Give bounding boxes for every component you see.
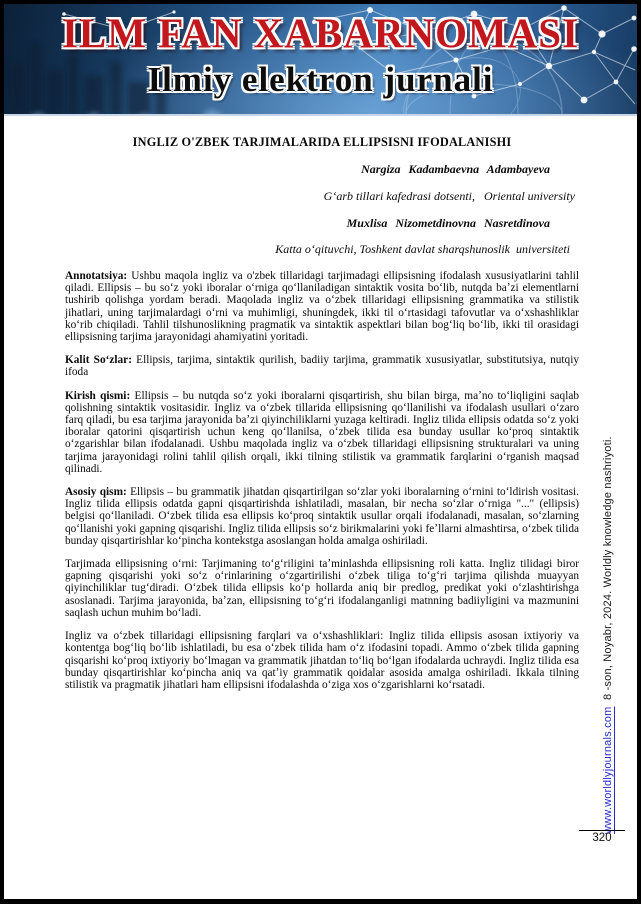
journal-website-link[interactable]: www.worldlyjournals.com <box>602 706 614 834</box>
article-body <box>65 136 579 691</box>
journal-title: ILM FAN XABARNOMASI <box>61 9 580 57</box>
paragraph-text: Ushbu maqola ingliz va o'zbek tillaridagi tarjimadagi ellipsisning ifodalash xususiyatlarini tahlil qiladi. Ellipsis – bu soʻz yoki iboralar oʻrniga qoʻllaniladigan sintaktik vosita boʻlib, nutqda baʼzi elementlarni tushirib qolishga yordam beradi. Maqolada ingliz va oʻzbek tillaridagi ellipsisning grammatika va stilistik jihatlari, uning tarjimalardagi oʻrni va muhimligi, shuningdek, ikki til oʻrtasidagi tafovutlar va oʻxshashliklar koʻrib chiqiladi. Tahlil tilshunoslikning pragmatik va sintaktik aspektlari bilan bogʻliq boʻlib, ikki til orasidagi ellipsisning tarjima jarayonidagi ahamiyatini yoritadi. <box>65 270 579 344</box>
journal-banner <box>4 4 637 116</box>
paragraph-translation-role <box>65 558 579 619</box>
paragraph-label: Kalit Soʻzlar: <box>65 354 137 367</box>
article-title: INGLIZ O'ZBEK TARJIMALARIDA ELLIPSISNI IFODALANISHI <box>132 135 512 149</box>
paragraph-main-part <box>65 486 579 547</box>
page-number: 320 <box>579 830 625 844</box>
author-name-1: Nargiza Kadambaevna Adambayeva <box>361 162 550 177</box>
paragraph-text: Ingliz va oʻzbek tillaridagi ellipsisning farqlari va oʻxshashliklari: Ingliz tilida ellipsis asosan ixtiyoriy va kontentga bogʻliq boʻlib ishlatiladi, bu esa oʻzbek tilida ham oʻz ifodasini topadi. Ammo oʻzbek tilida gapning qisqarishi koʻproq ixtiyoriy boʻlmagan va grammatik jihatdan toʻliq boʻlgan ifodalarda uchraydi. Ingliz tilida esa bunday qisqartirishlar koʻpincha aniq va qatʼiy grammatik qoidalar asosida amalga oshiriladi. Ikkala tilning stilistik va pragmatik jihatlari ham ellipsisni ifodalashda oʻziga xos oʻzgarishlarni koʻrsatadi. <box>65 630 579 691</box>
paragraph-differences <box>65 630 579 691</box>
author-affiliation-1: Gʻarb tillari kafedrasi dotsenti, Oriental university <box>323 188 575 203</box>
issue-info-text: 8 -son, Noyabr, 2024. Worldly knowledge nashriyoti. <box>602 436 614 707</box>
paragraph-text: Ellipsis, tarjima, sintaktik qurilish, badiiy tarjima, grammatik xususiyatlar, substitutsiya, nutqiy ifoda <box>65 354 579 379</box>
paragraph-label: Annotatsiya: <box>65 270 132 283</box>
journal-subtitle: Ilmiy elektron jurnali <box>147 60 494 100</box>
paragraph-keywords <box>65 354 579 378</box>
author-affiliation-2: Katta oʻqituvchi, Toshkent davlat sharqshunoslik universiteti <box>275 242 570 257</box>
paragraph-label: Asosiy qism: <box>65 486 131 499</box>
paragraph-introduction <box>65 390 579 475</box>
document-page <box>4 4 637 899</box>
paragraph-label: Kirish qismi: <box>65 389 135 402</box>
sidebar-citation <box>602 402 614 834</box>
paragraph-text: Tarjimada ellipsisning oʻrni: Tarjimaning toʻgʻriligini taʼminlashda ellipsisning roli katta. Ingliz tilidagi biror gapning qisqarishi yoki soʻz oʻrinlarining oʻzgartirilishi oʻzbek tiliga toʻgʻri tarjima qilishda muayyan qiyinchiliklar tugʻdiradi. Oʻzbek tilida ellipsis koʻp hollarda aniq bir predlog, predikat yoki oʻzlashtirishga asoslanadi. Tarjima jarayonida, baʼzan, ellipsisning toʻgʻri ifodalanganligi matnning badiiyligini va mazmunini saqlash uchun muhim boʻladi. <box>65 558 579 619</box>
paragraph-text: Ellipsis – bu nutqda soʻz yoki iboralarni qisqartirish, shu bilan birga, maʼno toʻliqligini saqlab qolishning sintaktik vositasidir. Ingliz va oʻzbek tillarida ellipsisning qoʻllanilishi va ifodalash usullari oʻzaro farq qiladi, bu esa tarjima jarayonida baʼzi qiyinchiliklarni yuzaga keltiradi. Ingliz tilida ellipsis odatda soʻz yoki iboralar qatorini qisqartirish uchun keng qoʻllanilsa, oʻzbek tilida esa bunday usullar koʻproq sintaktik oʻzgarishlar bilan ifodalanadi. Ushbu maqolada ingliz va oʻzbek tillaridagi ellipsisning strukturalari va uning tarjima jarayonidagi rolini tahlil qilish orqali, ikki tilning stilistik va grammatik farqlarini oʻrganish maqsad qilinadi. <box>65 389 579 475</box>
paragraph-annotation <box>65 270 579 343</box>
author-name-2: Muxlisa Nizometdinovna Nasretdinova <box>346 215 550 230</box>
paragraph-text: Ellipsis – bu grammatik jihatdan qisqartirilgan soʻzlar yoki iboralarning oʻrnini toʻldirish vositasi. Ingliz tilida ellipsis odatda gapni qisqartirishda ishlatiladi, masalan, bir necha soʻzlar oʻrniga "..." (ellipsis) belgisi qoʻllaniladi. Oʻzbek tilida esa ellipsis koʻproq sintaktik usullar orqali ifodalanadi, masalan, soʻzlarning qoʻllanishi yoki gapning qisqarishi. Ingliz tilida ellipsis soʻz birikmalarini yoki feʼllarni almashtirsa, oʻzbek tilida bunday qisqartirishlar koʻpincha kontekstga asoslangan holda amalga oshiriladi. <box>65 486 580 547</box>
